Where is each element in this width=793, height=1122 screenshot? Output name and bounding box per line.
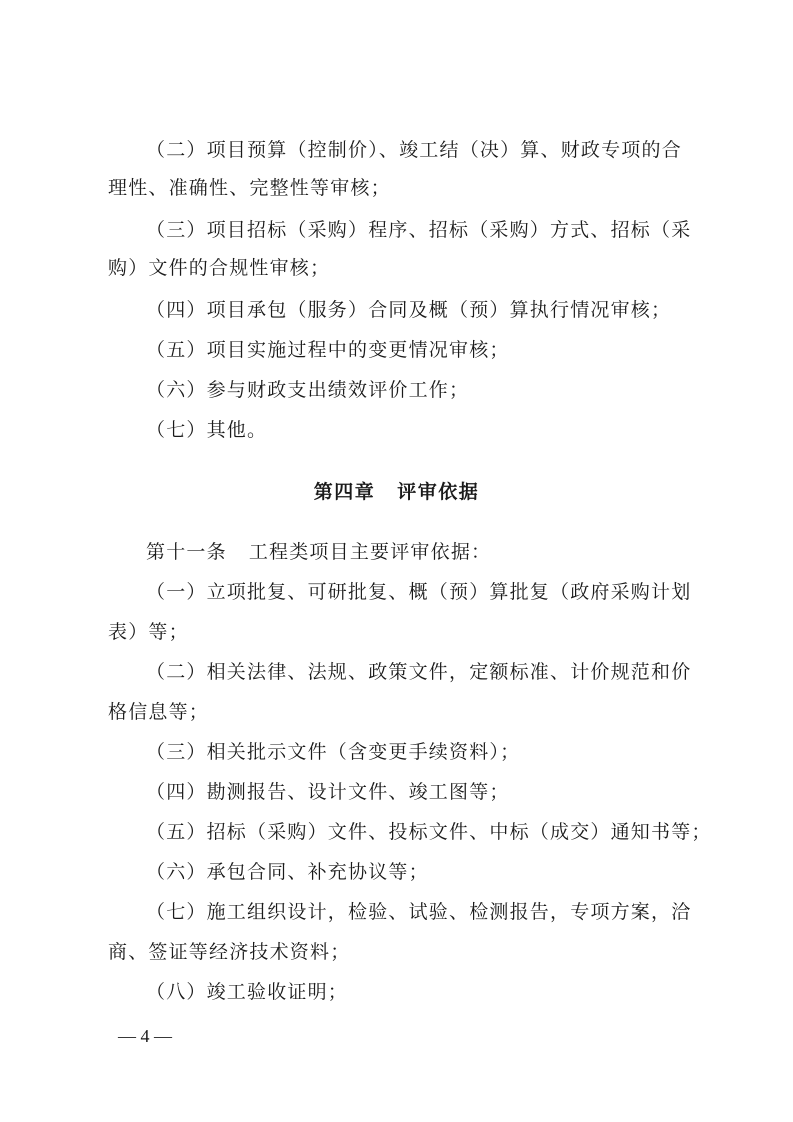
basis-item-6: （六）承包合同、补充协议等； bbox=[146, 861, 429, 883]
paragraph-item-6: （六）参与财政支出绩效评价工作； bbox=[146, 379, 470, 401]
article-label: 第十一条 bbox=[146, 541, 227, 563]
basis-item-4: （四）勘测报告、设计文件、竣工图等； bbox=[146, 781, 510, 803]
paragraph-item-2-line-2: 理性、准确性、完整性等审核； bbox=[108, 177, 391, 199]
page-number: — 4 — bbox=[118, 1026, 172, 1046]
paragraph-item-7: （七）其他。 bbox=[146, 419, 268, 441]
basis-item-5: （五）招标（采购）文件、投标文件、中标（成交）通知书等； bbox=[146, 821, 712, 843]
paragraph-item-4: （四）项目承包（服务）合同及概（预）算执行情况审核； bbox=[146, 299, 672, 321]
article-line bbox=[146, 540, 491, 564]
paragraph-item-3-line-2: 购）文件的合规性审核； bbox=[108, 257, 331, 279]
chapter-title: 评审依据 bbox=[397, 481, 480, 503]
paragraph-item-2-line-1: （二）项目预算（控制价）、竣工结（决）算、财政专项的合 bbox=[146, 139, 682, 161]
basis-item-7-line-2: 商、签证等经济技术资料； bbox=[108, 941, 351, 963]
basis-item-3: （三）相关批示文件（含变更手续资料）； bbox=[146, 741, 521, 763]
basis-item-2-line-2: 格信息等； bbox=[108, 701, 210, 723]
paragraph-item-3-line-1: （三）项目招标（采购）程序、招标（采购）方式、招标（采 bbox=[146, 219, 692, 241]
basis-item-1-line-2: 表）等； bbox=[108, 621, 189, 643]
article-text: 工程类项目主要评审依据： bbox=[248, 541, 492, 563]
basis-item-2-line-1: （二）相关法律、法规、政策文件，定额标准、计价规范和价 bbox=[146, 661, 692, 683]
chapter-number: 第四章 bbox=[313, 481, 376, 503]
basis-item-8: （八）竣工验收证明； bbox=[146, 981, 349, 1003]
basis-item-1-line-1: （一）立项批复、可研批复、概（预）算批复（政府采购计划 bbox=[146, 581, 692, 603]
chapter-heading bbox=[0, 480, 793, 504]
paragraph-item-5: （五）项目实施过程中的变更情况审核； bbox=[146, 339, 510, 361]
basis-item-7-line-1: （七）施工组织设计，检验、试验、检测报告，专项方案，洽 bbox=[146, 901, 692, 923]
